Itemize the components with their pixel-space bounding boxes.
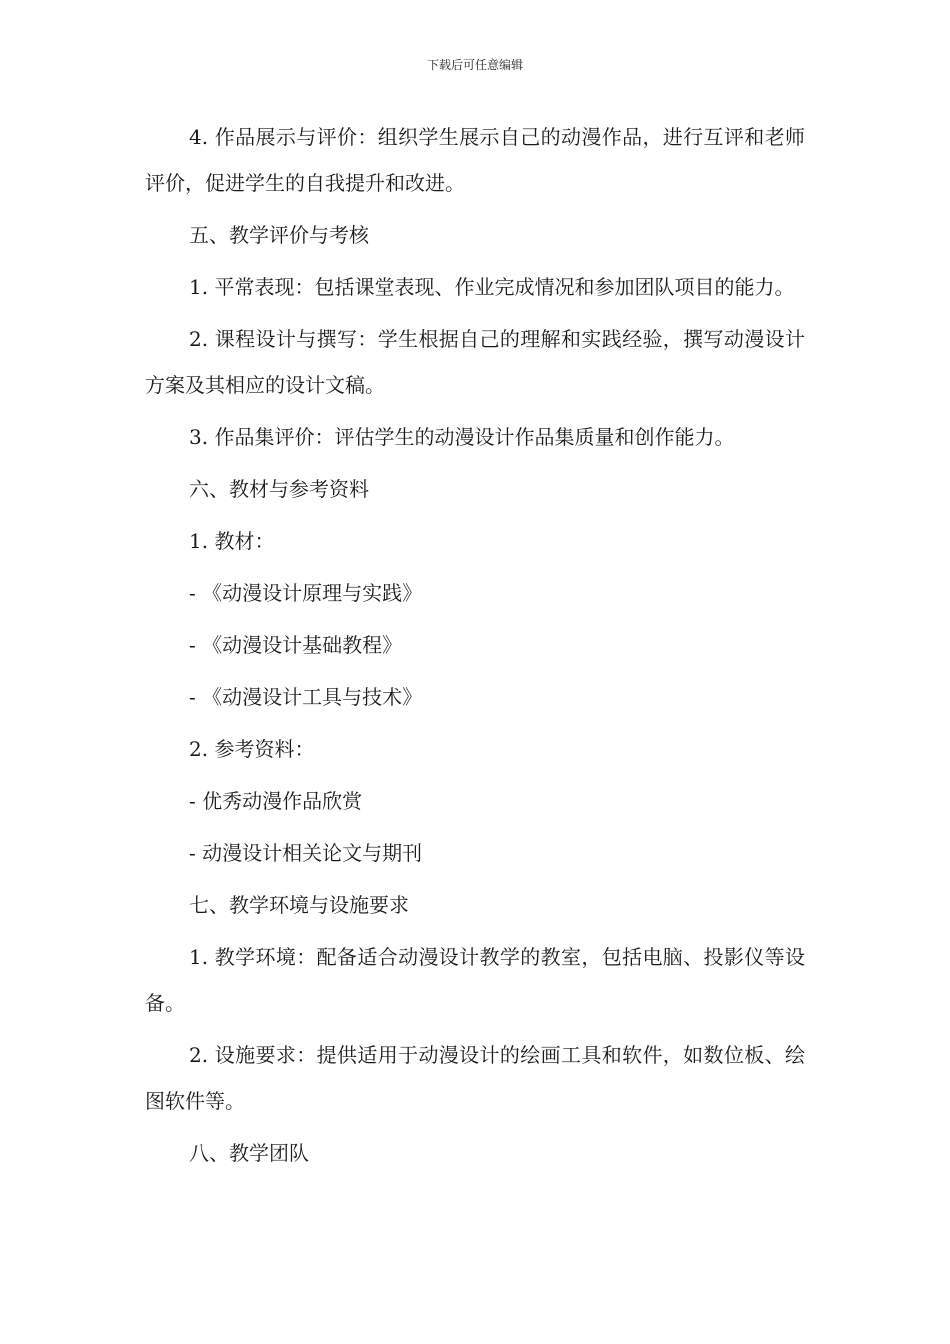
list-item-textbook-2: - 《动漫设计基础教程》 — [189, 633, 403, 657]
list-item-reference-2: - 动漫设计相关论文与期刊 — [189, 841, 423, 865]
paragraph-portfolio-evaluation: 3. 作品集评价：评估学生的动漫设计作品集质量和创作能力。 — [189, 425, 735, 449]
document-body — [145, 114, 805, 1182]
list-item-textbook-1: - 《动漫设计原理与实践》 — [189, 581, 423, 605]
paragraph-daily-performance: 1. 平常表现：包括课堂表现、作业完成情况和参加团队项目的能力。 — [189, 275, 795, 299]
section-heading-materials: 六、教材与参考资料 — [189, 477, 369, 501]
paragraph-course-design: 2. 课程设计与撰写：学生根据自己的理解和实践经验，撰写动漫设计方案及其相应的设计文稿。 — [145, 327, 805, 397]
list-item-textbook-3: - 《动漫设计工具与技术》 — [189, 685, 423, 709]
paragraph-references: 2. 参考资料： — [189, 737, 315, 761]
paragraph-teaching-environment: 1. 教学环境：配备适合动漫设计教学的教室，包括电脑、投影仪等设备。 — [145, 945, 805, 1015]
section-heading-evaluation: 五、教学评价与考核 — [189, 223, 369, 247]
paragraph-work-showcase: 4. 作品展示与评价：组织学生展示自己的动漫作品，进行互评和老师评价，促进学生的自我提升和改进。 — [145, 125, 805, 195]
section-heading-team: 八、教学团队 — [189, 1141, 309, 1165]
list-item-reference-1: - 优秀动漫作品欣赏 — [189, 789, 363, 813]
paragraph-textbooks: 1. 教材： — [189, 529, 275, 553]
section-heading-environment: 七、教学环境与设施要求 — [189, 893, 409, 917]
paragraph-facility-requirements: 2. 设施要求：提供适用于动漫设计的绘画工具和软件，如数位板、绘图软件等。 — [145, 1043, 805, 1113]
page-header-note: 下载后可任意编辑 — [426, 58, 523, 72]
